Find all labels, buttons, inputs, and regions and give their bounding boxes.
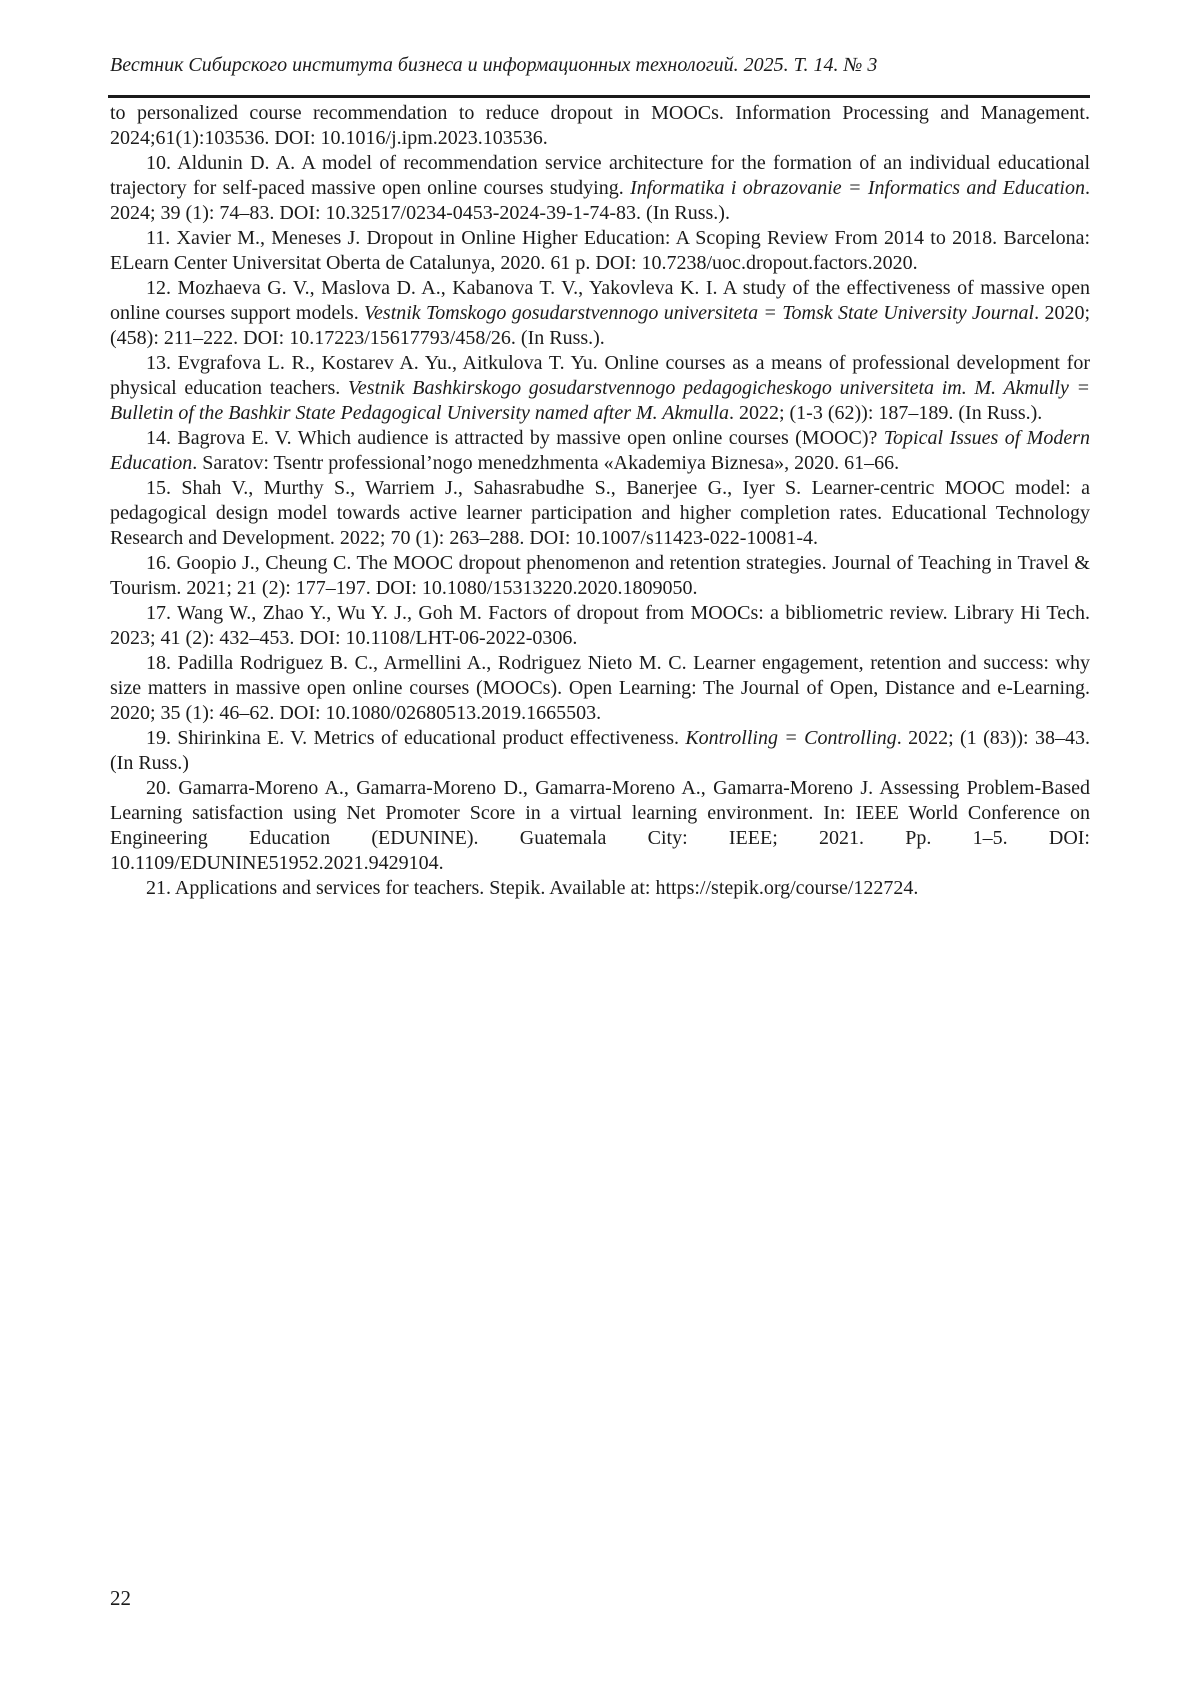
continued-reference-paragraph bbox=[110, 101, 1090, 151]
reference-text: to personalized course recommendation to reduce dropout in MOOCs. Information Processing and Management. 2024;61(1):103536. DOI: 10.1016/j.ipm.2023.103536. bbox=[110, 102, 1090, 149]
reference-text: . 2022; (1 (83)): 38–43. (In Russ.) bbox=[110, 727, 1090, 774]
reference-paragraph bbox=[110, 426, 1090, 476]
references-list bbox=[110, 101, 1090, 901]
reference-text: . 2022; (1-3 (62)): 187–189. (In Russ.). bbox=[728, 402, 1043, 424]
reference-paragraph bbox=[110, 776, 1090, 876]
reference-text: 18. Padilla Rodriguez B. C., Armellini A., Rodriguez Nieto M. C. Learner engagement, retention and success: why size matters in massive open online courses (MOOCs). Open Learning: The Journal of Open, Distance and e-Learning. 2020; 35 (1): 46–62. DOI: 10.1080/02680513.2019.1665503. bbox=[110, 652, 1090, 724]
reference-text: . Saratov: Tsentr professional’nogo menedzhmenta «Akademiya Biznesa», 2020. 61–66. bbox=[192, 452, 900, 474]
reference-paragraph bbox=[110, 651, 1090, 726]
reference-text: 11. Xavier M., Meneses J. Dropout in Online Higher Education: A Scoping Review From 2014 to 2018. Barcelona: ELearn Center Universitat Oberta de Catalunya, 2020. 61 p. DOI: 10.7238/uoc.dropout.factors.2020. bbox=[110, 227, 1090, 274]
reference-paragraph bbox=[110, 726, 1090, 776]
reference-text: 10. Aldunin D. A. A model of recommendation service architecture for the formation of an individual educational trajectory for self-paced massive open online courses studying. bbox=[110, 152, 1090, 199]
reference-text: 15. Shah V., Murthy S., Warriem J., Sahasrabudhe S., Banerjee G., Iyer S. Learner-centric MOOC model: a pedagogical design model towards active learner participation and higher completion rates. Educational Technology Research and Development. 2022; 70 (1): 263–288. DOI: 10.1007/s11423-022-10081-4. bbox=[110, 477, 1090, 549]
reference-text: 14. Bagrova E. V. Which audience is attracted by massive open online courses (MOOC)? bbox=[146, 427, 884, 449]
reference-text: 17. Wang W., Zhao Y., Wu Y. J., Goh M. Factors of dropout from MOOCs: a bibliometric review. Library Hi Tech. 2023; 41 (2): 432–453. DOI: 10.1108/LHT-06-2022-0306. bbox=[110, 602, 1090, 649]
journal-title-italic: Informatika i obrazovanie = Informatics and Education bbox=[630, 177, 1085, 199]
reference-paragraph bbox=[110, 476, 1090, 551]
reference-paragraph bbox=[110, 876, 1090, 901]
header-rule bbox=[108, 95, 1090, 98]
reference-text: 19. Shirinkina E. V. Metrics of educational product effectiveness. bbox=[146, 727, 686, 749]
reference-text: 13. Evgrafova L. R., Kostarev A. Yu., Aitkulova T. Yu. Online courses as a means of professional development for physical education teachers. bbox=[110, 352, 1090, 399]
reference-text: 20. Gamarra-Moreno A., Gamarra-Moreno D., Gamarra-Moreno A., Gamarra-Moreno J. Assessing Problem-Based Learning satisfaction using Net Promoter Score in a virtual learning environment. In: IEEE World Conference on Engineering Education (EDUNINE). Guatemala City: IEEE; 2021. Pp. 1–5. DOI: 10.1109/EDUNINE51952.2021.9429104. bbox=[110, 777, 1090, 874]
reference-text: . 2024; 39 (1): 74–83. DOI: 10.32517/0234-0453-2024-39-1-74-83. (In Russ.). bbox=[110, 177, 1090, 224]
reference-text: 16. Goopio J., Cheung C. The MOOC dropout phenomenon and retention strategies. Journal of Teaching in Travel & Tourism. 2021; 21 (2): 177–197. DOI: 10.1080/15313220.2020.1809050. bbox=[110, 552, 1090, 599]
journal-title-italic: Kontrolling = Controlling bbox=[685, 727, 897, 749]
journal-title-italic: Vestnik Tomskogo gosudarstvennogo universiteta = Tomsk State University Journal bbox=[364, 302, 1035, 324]
page-number: 22 bbox=[110, 1586, 131, 1610]
reference-text: . 2020; (458): 211–222. DOI: 10.17223/15617793/458/26. (In Russ.). bbox=[110, 302, 1091, 349]
reference-paragraph bbox=[110, 351, 1090, 426]
journal-running-head: Вестник Сибирского института бизнеса и информационных технологий. 2025. Т. 14. № 3 bbox=[110, 54, 878, 76]
reference-text: 21. Applications and services for teachers. Stepik. Available at: https://stepik.org/course/122724. bbox=[146, 877, 919, 899]
reference-paragraph bbox=[110, 551, 1090, 601]
reference-paragraph bbox=[110, 601, 1090, 651]
reference-paragraph bbox=[110, 151, 1090, 226]
journal-title-italic: Topical Issues of Modern Education bbox=[110, 427, 1091, 474]
journal-title-italic: Vestnik Bashkirskogo gosudarstvennogo pedagogicheskogo universiteta im. M. Akmully = Bulletin of the Bashkir State Pedagogical University named after M. Akmulla bbox=[110, 377, 1091, 424]
reference-paragraph bbox=[110, 276, 1090, 351]
reference-paragraph bbox=[110, 226, 1090, 276]
reference-text: 12. Mozhaeva G. V., Maslova D. A., Kabanova T. V., Yakovleva K. I. A study of the effectiveness of massive open online courses support models. bbox=[110, 277, 1090, 324]
